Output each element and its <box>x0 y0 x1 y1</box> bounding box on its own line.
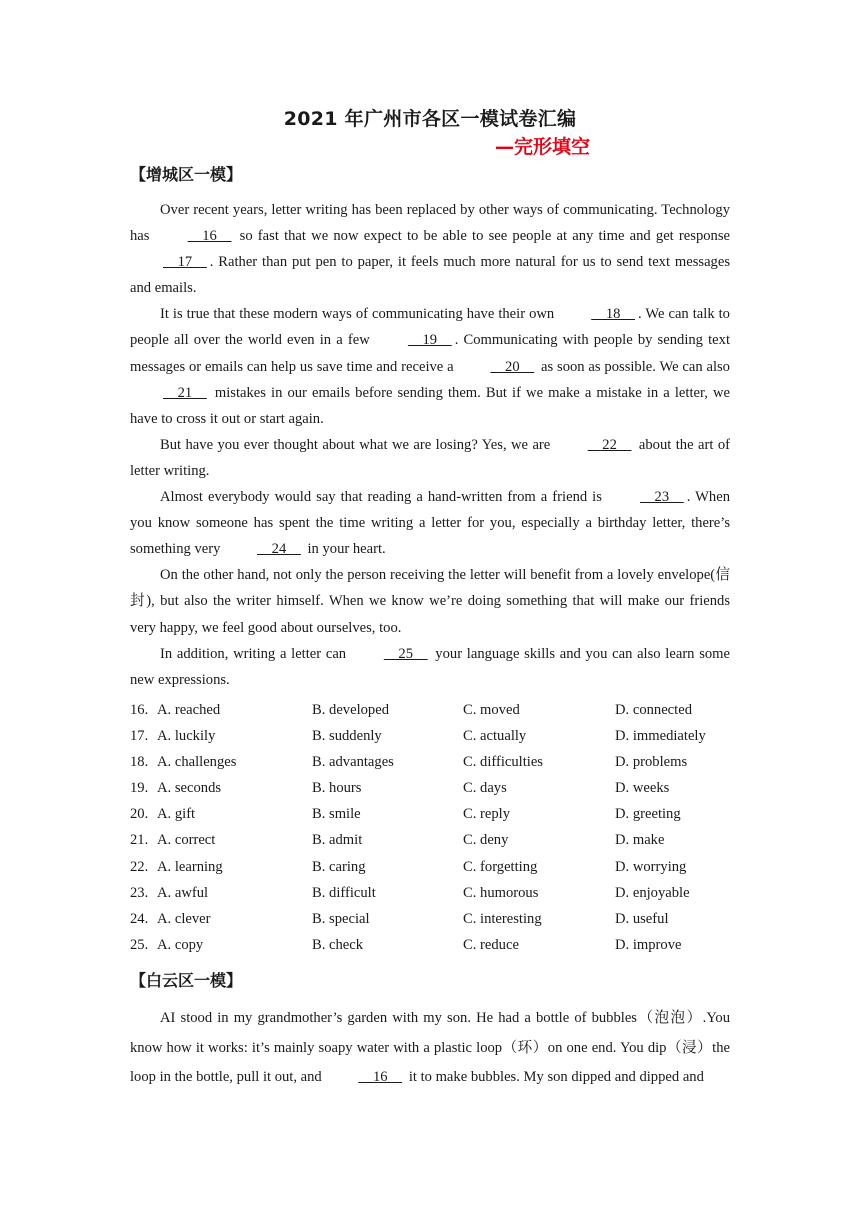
paragraph-text: it to make bubbles. My son dipped and dipped and <box>405 1069 704 1085</box>
blank-number: 21 <box>163 384 207 401</box>
paragraph-text: Almost everybody would say that reading a hand-written from a friend is <box>160 489 607 506</box>
document-subtitle: —完形填空 <box>495 136 591 158</box>
option-c: C. moved <box>463 702 520 718</box>
document-title: 2021 年广州市各区一模试卷汇编 <box>283 108 577 130</box>
option-row <box>130 854 750 880</box>
option-row <box>130 697 750 723</box>
passage-paragraph <box>130 301 730 431</box>
paragraph-text: about the art of letter writing. <box>130 436 730 479</box>
option-row <box>130 723 750 749</box>
option-c: C. actually <box>463 728 527 745</box>
passage-paragraph <box>130 1004 730 1093</box>
passage-paragraph <box>130 432 730 484</box>
paragraph-text: . Communicating with people by sending text messages or emails can help us save time and receive a <box>130 332 730 375</box>
option-a: A. seconds <box>157 780 222 797</box>
option-b: B. check <box>312 936 364 953</box>
option-a: A. challenges <box>157 754 237 771</box>
question-number: 23. <box>130 884 149 901</box>
question-number: 18. <box>130 754 149 771</box>
blank-number: 16 <box>187 228 232 245</box>
paragraph-text: In addition, writing a letter can <box>160 645 351 662</box>
section-heading-baiyun: 【白云区一模】 <box>130 971 243 990</box>
question-number: 17. <box>130 728 149 745</box>
option-row <box>130 906 750 932</box>
paragraph-text: It is true that these modern ways of communicating have their own <box>160 306 559 323</box>
paragraph-text: . Rather than put pen to paper, it feels much more natural for us to send text messages and emails. <box>130 254 730 297</box>
question-number: 22. <box>130 858 149 875</box>
passage-paragraph <box>130 197 730 301</box>
option-row <box>130 775 750 801</box>
option-d: D. problems <box>615 754 688 771</box>
option-row <box>130 801 750 827</box>
paragraph-text: mistakes in our emails before sending them. But if we make a mistake in a letter, we have to cross it out or start again. <box>130 384 730 427</box>
option-d: D. connected <box>615 702 692 718</box>
question-number: 20. <box>130 806 149 823</box>
option-c: C. difficulties <box>463 754 543 771</box>
passage-zengcheng <box>130 197 730 693</box>
passage-paragraph <box>130 562 730 640</box>
option-d: D. useful <box>615 910 669 927</box>
option-d: D. enjoyable <box>615 884 690 901</box>
option-c: C. reduce <box>463 936 519 953</box>
paragraph-text: as soon as possible. We can also <box>537 358 730 375</box>
question-number: 24. <box>130 910 149 927</box>
option-c: C. deny <box>463 832 509 849</box>
option-a: A. correct <box>157 832 216 849</box>
option-d: D. greeting <box>615 806 681 823</box>
option-d: D. weeks <box>615 780 670 797</box>
option-d: D. immediately <box>615 728 706 745</box>
answer-options <box>130 697 750 958</box>
option-row <box>130 880 750 906</box>
option-b: B. hours <box>312 780 362 797</box>
option-b: B. suddenly <box>312 728 382 745</box>
option-b: B. advantages <box>312 754 394 771</box>
passage-baiyun <box>130 1004 730 1093</box>
option-b: B. admit <box>312 832 363 849</box>
option-d: D. make <box>615 832 665 849</box>
paragraph-text: Over recent years, letter writing has been replaced by other ways of communicating. Technology has <box>130 202 730 245</box>
section-heading-zengcheng: 【增城区一模】 <box>130 165 243 184</box>
passage-paragraph <box>130 484 730 562</box>
option-a: A. learning <box>157 858 223 875</box>
blank-number: 18 <box>591 306 635 323</box>
paragraph-text: But have you ever thought about what we are losing? Yes, we are <box>160 436 555 453</box>
option-d: D. improve <box>615 936 682 953</box>
paragraph-text: . When you know someone has spent the time writing a letter for you, especially a birthday letter, there’s something very <box>130 489 730 558</box>
blank-number: 17 <box>163 254 207 271</box>
paragraph-text: your language skills and you can also learn some new expressions. <box>130 645 730 688</box>
blank-number: 22 <box>587 436 632 453</box>
option-c: C. interesting <box>463 910 542 927</box>
option-b: B. difficult <box>312 884 376 901</box>
blank-number: 24 <box>257 541 301 558</box>
blank-number: 19 <box>407 332 452 349</box>
option-a: A. luckily <box>157 728 216 745</box>
option-c: C. reply <box>463 806 511 823</box>
blank-number: 25 <box>383 645 428 662</box>
option-row <box>130 932 750 958</box>
option-d: D. worrying <box>615 858 687 875</box>
option-c: C. humorous <box>463 884 539 901</box>
paragraph-text: On the other hand, not only the person receiving the letter will benefit from a lovely envelope(信封), but also the writer himself. When we know we’re doing something that will make our friends very happy, we feel good about ourselves, too. <box>130 567 730 636</box>
question-number: 25. <box>130 936 149 953</box>
option-row <box>130 827 750 853</box>
option-a: A. copy <box>157 936 204 953</box>
option-a: A. awful <box>157 884 209 901</box>
option-b: B. developed <box>312 702 390 718</box>
blank-number: 16 <box>358 1069 403 1085</box>
paragraph-text: so fast that we now expect to be able to see people at any time and get response <box>234 228 730 245</box>
paragraph-text: in your heart. <box>303 541 386 558</box>
option-a: A. reached <box>157 702 221 718</box>
option-b: B. special <box>312 910 370 927</box>
option-a: A. clever <box>157 910 211 927</box>
option-a: A. gift <box>157 806 196 823</box>
blank-number: 20 <box>490 358 535 375</box>
paragraph-text: AI stood in my grandmother’s garden with my son. He had a bottle of bubbles（泡泡）.You know how it works: it’s mainly soapy water with a plastic loop（环）on one end. You dip（浸）the loop in the bottle, pull it out, and <box>130 1010 730 1085</box>
option-c: C. forgetting <box>463 858 538 875</box>
paragraph-text: . We can talk to people all over the world even in a few <box>130 306 730 349</box>
option-b: B. caring <box>312 858 366 875</box>
option-row <box>130 749 750 775</box>
question-number: 19. <box>130 780 149 797</box>
question-number: 21. <box>130 832 149 849</box>
passage-paragraph <box>130 641 730 693</box>
blank-number: 23 <box>639 489 684 506</box>
question-number: 16. <box>130 702 149 718</box>
option-c: C. days <box>463 780 507 797</box>
option-b: B. smile <box>312 806 361 823</box>
